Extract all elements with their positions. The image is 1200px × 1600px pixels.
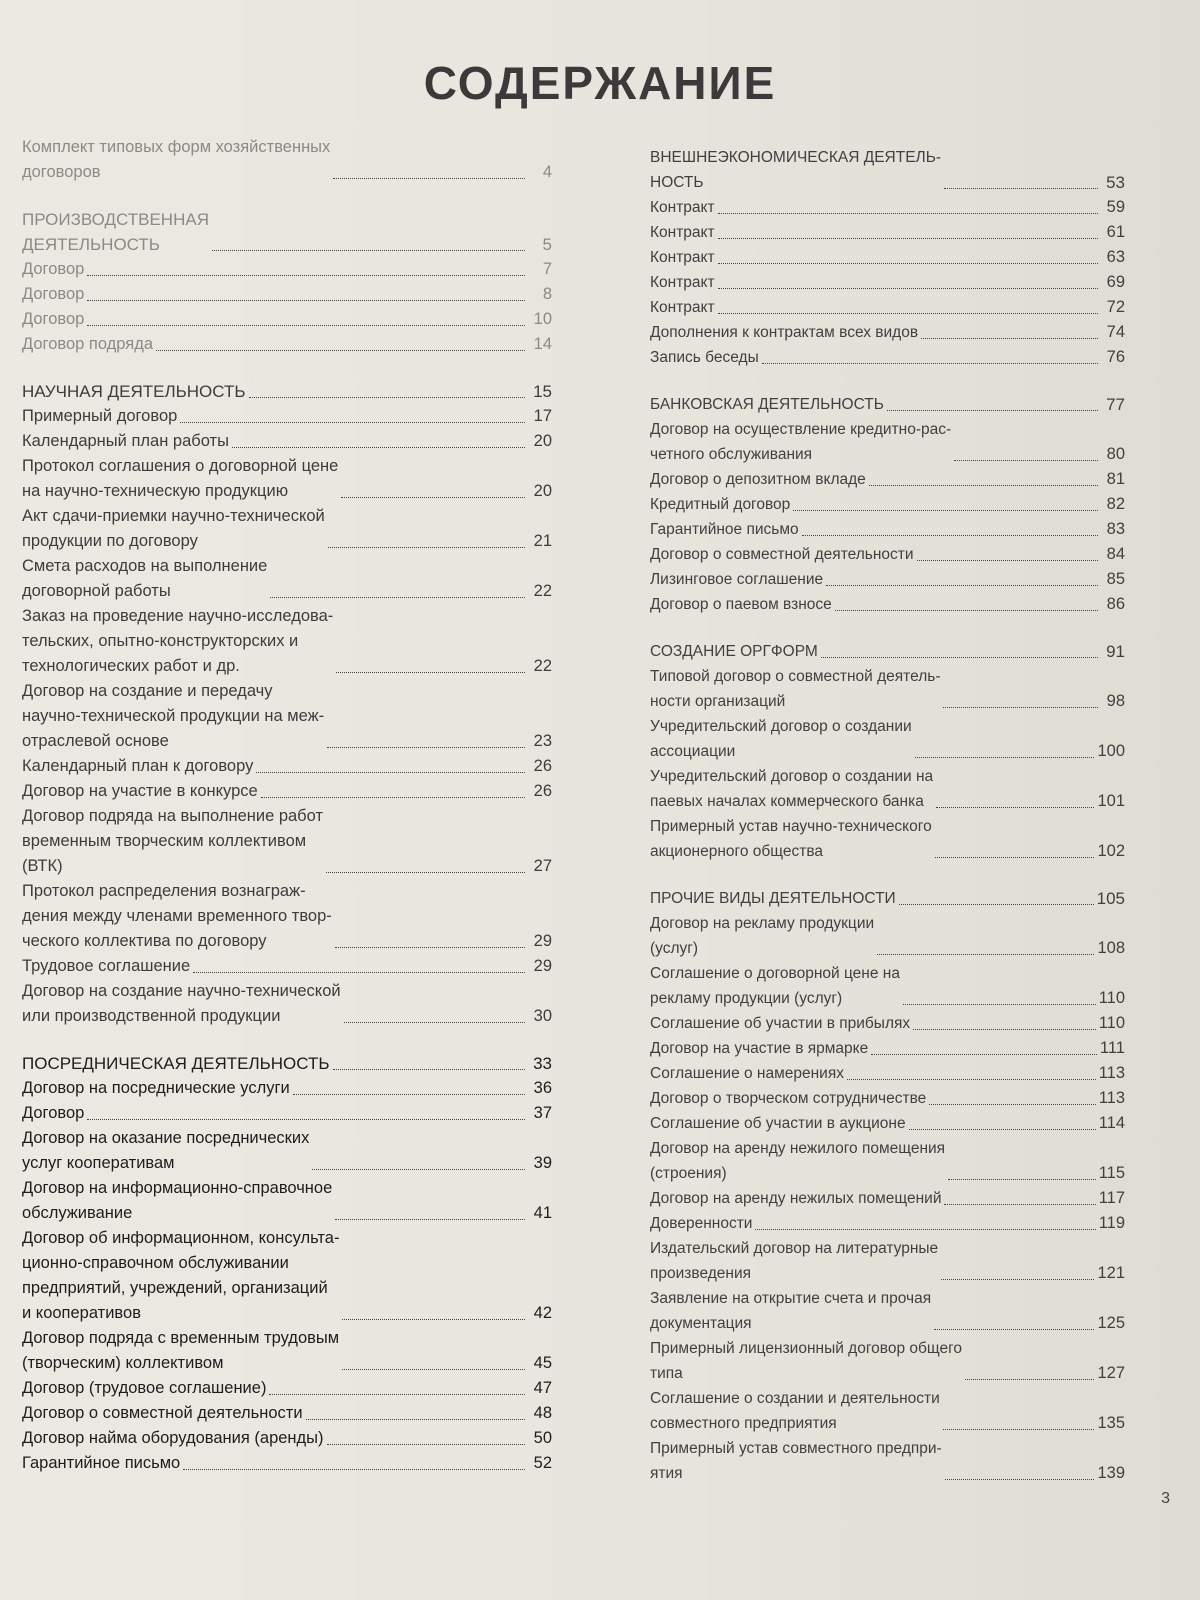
toc-page-number: 110 bbox=[1098, 989, 1125, 1007]
toc-section bbox=[650, 886, 1125, 1486]
dot-leader bbox=[342, 1319, 525, 1320]
toc-entry-title: Договор найма оборудования (аренды) bbox=[22, 1429, 324, 1447]
toc-entry-title: Соглашение о создании и деятельности совместного предприятия bbox=[650, 1390, 940, 1432]
toc-entry-title: Лизинговое соглашение bbox=[650, 571, 824, 588]
toc-entry bbox=[22, 1451, 552, 1476]
toc-entry bbox=[650, 1386, 1125, 1436]
toc-entry bbox=[22, 1326, 552, 1376]
toc-entry bbox=[650, 220, 1125, 245]
toc-entry bbox=[22, 879, 552, 954]
dot-leader bbox=[835, 610, 1098, 611]
toc-entry bbox=[650, 1036, 1125, 1061]
toc-page-number: 119 bbox=[1098, 1214, 1125, 1232]
toc-entry bbox=[650, 1111, 1125, 1136]
dot-leader bbox=[249, 397, 525, 398]
dot-leader bbox=[341, 497, 525, 498]
toc-page-number: 98 bbox=[1106, 692, 1125, 710]
toc-page-number: 74 bbox=[1106, 323, 1125, 341]
dot-leader bbox=[183, 1469, 525, 1470]
toc-page-number: 61 bbox=[1106, 223, 1125, 241]
toc-page-number: 59 bbox=[1106, 198, 1125, 216]
dot-leader bbox=[156, 350, 525, 351]
dot-leader bbox=[232, 447, 525, 448]
toc-entry bbox=[650, 195, 1125, 220]
toc-entry bbox=[22, 332, 552, 357]
toc-entry-title: Издательский договор на литературные произведения bbox=[650, 1240, 939, 1282]
toc-page-number: 22 bbox=[533, 582, 552, 600]
toc-section bbox=[22, 379, 552, 1029]
toc-page-number: 125 bbox=[1097, 1314, 1125, 1332]
toc-entry-title: Договор на создание и передачу научно-технической продукции на меж- отраслевой основе bbox=[22, 682, 325, 750]
toc-entry-title: СОЗДАНИЕ ОРГФОРМ bbox=[650, 643, 818, 660]
toc-page-number: 105 bbox=[1096, 889, 1125, 908]
dot-leader bbox=[336, 672, 525, 673]
toc-entry-title: Соглашение об участии в прибылях bbox=[650, 1015, 911, 1032]
dot-leader bbox=[903, 1004, 1096, 1005]
dot-leader bbox=[934, 1329, 1094, 1330]
dot-leader bbox=[821, 657, 1098, 658]
toc-entry-title: Соглашение о договорной цене на рекламу продукции (услуг) bbox=[650, 965, 900, 1007]
toc-page-number: 36 bbox=[533, 1079, 552, 1097]
toc-entry bbox=[22, 979, 552, 1029]
dot-leader bbox=[306, 1419, 525, 1420]
dot-leader bbox=[333, 1069, 525, 1070]
toc-page-number: 114 bbox=[1098, 1114, 1125, 1132]
dot-leader bbox=[929, 1104, 1095, 1105]
toc-page-number: 139 bbox=[1097, 1464, 1125, 1482]
toc-entry-title: Договор на осуществление кредитно-рас- четного обслуживания bbox=[650, 421, 952, 463]
dot-leader bbox=[936, 807, 1094, 808]
toc-page-number: 20 bbox=[533, 482, 552, 500]
toc-page-number: 20 bbox=[533, 432, 552, 450]
toc-page-number: 7 bbox=[542, 260, 552, 278]
toc-page-number: 10 bbox=[533, 310, 552, 328]
dot-leader bbox=[718, 263, 1098, 264]
dot-leader bbox=[326, 872, 525, 873]
toc-entry bbox=[650, 345, 1125, 370]
toc-entry bbox=[650, 320, 1125, 345]
dot-leader bbox=[965, 1379, 1094, 1380]
toc-entry-title: Договор bbox=[22, 1104, 85, 1122]
toc-entry bbox=[22, 804, 552, 879]
toc-entry bbox=[650, 1436, 1125, 1486]
toc-page-number: 127 bbox=[1097, 1364, 1125, 1382]
dot-leader bbox=[328, 547, 525, 548]
toc-entry-title: Соглашение об участии в аукционе bbox=[650, 1115, 906, 1132]
toc-page-number: 26 bbox=[533, 782, 552, 800]
toc-entry-title: Комплект типовых форм хозяйственных договоров bbox=[22, 138, 331, 181]
toc-entry bbox=[22, 135, 552, 185]
dot-leader bbox=[718, 313, 1098, 314]
dot-leader bbox=[269, 1394, 525, 1395]
toc-section-heading bbox=[22, 379, 552, 404]
toc-page-number: 113 bbox=[1098, 1064, 1125, 1082]
toc-entry-title: Типовой договор о совместной деятель- ности организаций bbox=[650, 668, 941, 710]
toc-entry bbox=[650, 567, 1125, 592]
toc-entry-title: Учредительский договор о создании ассоциации bbox=[650, 718, 912, 760]
dot-leader bbox=[943, 1429, 1095, 1430]
toc-entry-title: Договор (трудовое соглашение) bbox=[22, 1379, 267, 1397]
toc-entry bbox=[650, 1061, 1125, 1086]
dot-leader bbox=[943, 707, 1098, 708]
dot-leader bbox=[944, 1204, 1095, 1205]
toc-entry bbox=[22, 1076, 552, 1101]
toc-page-number: 86 bbox=[1106, 595, 1125, 613]
toc-entry-title: Договор на аренду нежилого помещения (строения) bbox=[650, 1140, 946, 1182]
toc-entry bbox=[650, 592, 1125, 617]
toc-entry-title: БАНКОВСКАЯ ДЕЯТЕЛЬНОСТЬ bbox=[650, 396, 884, 413]
toc-entry-title: Договор подряда на выполнение работ временным творческим коллективом (ВТК) bbox=[22, 807, 324, 875]
dot-leader bbox=[802, 535, 1098, 536]
toc-entry-title: Контракт bbox=[650, 299, 715, 316]
toc-section-heading bbox=[650, 639, 1125, 664]
toc-entry-title: Контракт bbox=[650, 199, 715, 216]
toc-page-number: 21 bbox=[533, 532, 552, 550]
toc-entry-title: Контракт bbox=[650, 224, 715, 241]
toc-entry-title: Договор на посреднические услуги bbox=[22, 1079, 290, 1097]
toc-entry-title: ПРОЧИЕ ВИДЫ ДЕЯТЕЛЬНОСТИ bbox=[650, 890, 896, 907]
toc-entry-title: Договор о совместной деятельности bbox=[22, 1404, 303, 1422]
dot-leader bbox=[941, 1279, 1094, 1280]
toc-entry-title: Контракт bbox=[650, 249, 715, 266]
toc-entry bbox=[650, 492, 1125, 517]
toc-entry bbox=[22, 1401, 552, 1426]
dot-leader bbox=[718, 288, 1098, 289]
toc-page-number: 82 bbox=[1106, 495, 1125, 513]
dot-leader bbox=[913, 1029, 1096, 1030]
dot-leader bbox=[877, 954, 1094, 955]
toc-page-number: 100 bbox=[1097, 742, 1125, 760]
toc-page-number: 113 bbox=[1098, 1089, 1125, 1107]
toc-page-number: 50 bbox=[533, 1429, 552, 1447]
toc-entry bbox=[650, 1186, 1125, 1211]
page-number: 3 bbox=[1161, 1490, 1170, 1507]
toc-page-number: 63 bbox=[1106, 248, 1125, 266]
toc-entry bbox=[650, 814, 1125, 864]
dot-leader bbox=[270, 597, 525, 598]
dot-leader bbox=[921, 338, 1098, 339]
toc-entry-title: Контракт bbox=[650, 274, 715, 291]
dot-leader bbox=[755, 1229, 1095, 1230]
toc-entry-title: Протокол соглашения о договорной цене на научно-техническую продукцию bbox=[22, 457, 339, 500]
toc-entry-title: Кредитный договор bbox=[650, 496, 791, 513]
toc-entry bbox=[22, 554, 552, 604]
toc-entry bbox=[650, 911, 1125, 961]
dot-leader bbox=[718, 238, 1098, 239]
toc-entry bbox=[22, 429, 552, 454]
dot-leader bbox=[333, 178, 525, 179]
toc-entry-title: Запись беседы bbox=[650, 349, 759, 366]
toc-entry bbox=[650, 664, 1125, 714]
toc-entry bbox=[650, 1336, 1125, 1386]
dot-leader bbox=[718, 213, 1098, 214]
dot-leader bbox=[87, 325, 525, 326]
toc-entry-title: Учредительский договор о создании на паевых началах коммерческого банка bbox=[650, 768, 934, 810]
toc-entry-title: Договор на создание научно-технической или производственной продукции bbox=[22, 982, 341, 1025]
toc-page-number: 135 bbox=[1097, 1414, 1125, 1432]
dot-leader bbox=[193, 972, 525, 973]
toc-entry-title: Договор подряда с временным трудовым (творческим) коллективом bbox=[22, 1329, 340, 1372]
toc-right-column bbox=[650, 145, 1125, 1508]
toc-page-number: 48 bbox=[533, 1404, 552, 1422]
toc-page-number: 4 bbox=[542, 163, 552, 181]
dot-leader bbox=[948, 1179, 1096, 1180]
dot-leader bbox=[954, 460, 1098, 461]
toc-section bbox=[650, 392, 1125, 617]
dot-leader bbox=[944, 188, 1098, 189]
toc-entry bbox=[22, 257, 552, 282]
toc-entry bbox=[22, 307, 552, 332]
toc-entry bbox=[650, 542, 1125, 567]
toc-entry-title: Дополнения к контрактам всех видов bbox=[650, 324, 919, 341]
toc-page-number: 102 bbox=[1097, 842, 1125, 860]
toc-entry-title: Календарный план к договору bbox=[22, 757, 254, 775]
toc-page-number: 81 bbox=[1106, 470, 1125, 488]
toc-page-number: 17 bbox=[533, 407, 552, 425]
toc-entry-title: ВНЕШНЕЭКОНОМИЧЕСКАЯ ДЕЯТЕЛЬ- НОСТЬ bbox=[650, 149, 942, 191]
dot-leader bbox=[945, 1479, 1095, 1480]
toc-entry-title: Примерный договор bbox=[22, 407, 178, 425]
toc-entry bbox=[650, 1286, 1125, 1336]
toc-entry-title: Акт сдачи-приемки научно-технической продукции по договору bbox=[22, 507, 325, 550]
toc-section bbox=[22, 135, 552, 185]
toc-entry-title: Соглашение о намерениях bbox=[650, 1065, 844, 1082]
toc-entry bbox=[650, 517, 1125, 542]
toc-entry-title: Договор о совместной деятельности bbox=[650, 546, 914, 563]
toc-page-number: 47 bbox=[533, 1379, 552, 1397]
toc-entry bbox=[22, 504, 552, 554]
toc-entry bbox=[650, 270, 1125, 295]
toc-page-number: 117 bbox=[1098, 1189, 1125, 1207]
dot-leader bbox=[87, 275, 525, 276]
dot-leader bbox=[915, 757, 1095, 758]
dot-leader bbox=[935, 857, 1095, 858]
toc-entry-title: Договор на аренду нежилых помещений bbox=[650, 1190, 942, 1207]
toc-entry bbox=[22, 1226, 552, 1326]
toc-entry bbox=[22, 1176, 552, 1226]
toc-page-number: 53 bbox=[1106, 173, 1125, 192]
toc-entry-title: Договор на информационно-справочное обслуживание bbox=[22, 1179, 333, 1222]
toc-entry-title: Календарный план работы bbox=[22, 432, 229, 450]
toc-section bbox=[650, 639, 1125, 864]
toc-entry bbox=[650, 1086, 1125, 1111]
dot-leader bbox=[87, 1119, 525, 1120]
toc-entry-title: Договор на участие в конкурсе bbox=[22, 782, 258, 800]
toc-page-number: 42 bbox=[533, 1304, 552, 1322]
toc-entry bbox=[22, 1126, 552, 1176]
toc-entry bbox=[22, 779, 552, 804]
toc-page-number: 27 bbox=[533, 857, 552, 875]
toc-page-number: 72 bbox=[1106, 298, 1125, 316]
toc-entry-title: Протокол распределения вознаграж- дения между членами временного твор- ческого коллектива по договору bbox=[22, 882, 332, 950]
toc-entry bbox=[22, 679, 552, 754]
toc-entry bbox=[650, 1011, 1125, 1036]
dot-leader bbox=[871, 1054, 1097, 1055]
dot-leader bbox=[909, 1129, 1096, 1130]
toc-entry-title: Примерный устав научно-технического акционерного общества bbox=[650, 818, 932, 860]
toc-page-number: 30 bbox=[533, 1007, 552, 1025]
toc-page-number: 76 bbox=[1106, 348, 1125, 366]
toc-entry bbox=[22, 404, 552, 429]
toc-entry-title: Трудовое соглашение bbox=[22, 957, 191, 975]
toc-entry-title: Договор bbox=[22, 260, 85, 278]
dot-leader bbox=[826, 585, 1098, 586]
toc-page-number: 33 bbox=[533, 1054, 552, 1073]
toc-entry-title: Заказ на проведение научно-исследова- тельских, опытно-конструкторских и технологических работ и др. bbox=[22, 607, 334, 675]
toc-page-number: 77 bbox=[1106, 395, 1125, 414]
dot-leader bbox=[344, 1022, 525, 1023]
toc-entry-title: ПРОИЗВОДСТВЕННАЯ ДЕЯТЕЛЬНОСТЬ bbox=[22, 210, 209, 254]
dot-leader bbox=[212, 250, 525, 251]
toc-entry bbox=[22, 282, 552, 307]
toc-page-number: 84 bbox=[1106, 545, 1125, 563]
dot-leader bbox=[887, 410, 1098, 411]
dot-leader bbox=[180, 422, 525, 423]
toc-page-number: 111 bbox=[1099, 1039, 1125, 1057]
dot-leader bbox=[327, 1444, 525, 1445]
toc-page-number: 45 bbox=[533, 1354, 552, 1372]
toc-page-number: 22 bbox=[533, 657, 552, 675]
toc-entry bbox=[22, 1101, 552, 1126]
toc-entry-title: ПОСРЕДНИЧЕСКАЯ ДЕЯТЕЛЬНОСТЬ bbox=[22, 1054, 330, 1073]
toc-entry bbox=[650, 764, 1125, 814]
toc-page-number: 69 bbox=[1106, 273, 1125, 291]
toc-page-number: 29 bbox=[533, 932, 552, 950]
dot-leader bbox=[762, 363, 1098, 364]
toc-entry bbox=[22, 454, 552, 504]
toc-entry bbox=[650, 1236, 1125, 1286]
toc-entry-title: Примерный лицензионный договор общего типа bbox=[650, 1340, 963, 1382]
toc-page-number: 26 bbox=[533, 757, 552, 775]
toc-entry-title: Гарантийное письмо bbox=[650, 521, 799, 538]
toc-entry bbox=[650, 295, 1125, 320]
toc-entry bbox=[650, 714, 1125, 764]
toc-entry-title: Договор на оказание посреднических услуг кооперативам bbox=[22, 1129, 310, 1172]
toc-entry bbox=[650, 1136, 1125, 1186]
toc-section-heading bbox=[22, 1051, 552, 1076]
toc-entry bbox=[22, 1426, 552, 1451]
dot-leader bbox=[917, 560, 1098, 561]
dot-leader bbox=[793, 510, 1098, 511]
toc-entry-title: Доверенности bbox=[650, 1215, 753, 1232]
toc-entry-title: Заявление на открытие счета и прочая документация bbox=[650, 1290, 932, 1332]
toc-left-column bbox=[22, 135, 552, 1498]
toc-section-heading bbox=[650, 145, 1125, 195]
toc-entry-title: Договор о депозитном вкладе bbox=[650, 471, 866, 488]
toc-page-number: 91 bbox=[1106, 642, 1125, 661]
toc-page-number: 37 bbox=[533, 1104, 552, 1122]
toc-entry bbox=[650, 467, 1125, 492]
dot-leader bbox=[256, 772, 525, 773]
toc-page-number: 5 bbox=[542, 235, 552, 254]
toc-page-number: 115 bbox=[1098, 1164, 1125, 1182]
dot-leader bbox=[335, 1219, 525, 1220]
toc-section bbox=[650, 145, 1125, 370]
toc-section-heading bbox=[22, 207, 552, 257]
toc-page-number: 41 bbox=[533, 1204, 552, 1222]
dot-leader bbox=[847, 1079, 1096, 1080]
toc-entry bbox=[650, 1211, 1125, 1236]
toc-page-number: 29 bbox=[533, 957, 552, 975]
toc-entry bbox=[22, 604, 552, 679]
toc-entry-title: Договор об информационном, консульта- ционно-справочном обслуживании предприятий, учреждений, организаций и кооперативов bbox=[22, 1229, 340, 1322]
dot-leader bbox=[335, 947, 525, 948]
dot-leader bbox=[312, 1169, 525, 1170]
toc-entry bbox=[22, 954, 552, 979]
toc-entry-title: Договор о творческом сотрудничестве bbox=[650, 1090, 927, 1107]
toc-entry-title: НАУЧНАЯ ДЕЯТЕЛЬНОСТЬ bbox=[22, 382, 246, 401]
toc-entry bbox=[650, 245, 1125, 270]
toc-entry-title: Договор на рекламу продукции (услуг) bbox=[650, 915, 875, 957]
toc-entry-title: Договор bbox=[22, 310, 85, 328]
toc-section-heading bbox=[650, 392, 1125, 417]
toc-entry bbox=[650, 961, 1125, 1011]
toc-page-number: 39 bbox=[533, 1154, 552, 1172]
toc-section-heading bbox=[650, 886, 1125, 911]
toc-section bbox=[22, 207, 552, 357]
toc-entry bbox=[22, 1376, 552, 1401]
dot-leader bbox=[293, 1094, 525, 1095]
toc-entry bbox=[650, 417, 1125, 467]
dot-leader bbox=[87, 300, 525, 301]
toc-entry bbox=[22, 754, 552, 779]
toc-page-number: 83 bbox=[1106, 520, 1125, 538]
page-title: СОДЕРЖАНИЕ bbox=[423, 57, 777, 109]
toc-page-number: 121 bbox=[1097, 1264, 1125, 1282]
toc-page-number: 14 bbox=[533, 335, 552, 353]
toc-page-number: 15 bbox=[533, 382, 552, 401]
toc-section bbox=[22, 1051, 552, 1476]
toc-entry-title: Договор о паевом взносе bbox=[650, 596, 832, 613]
toc-entry-title: Договор подряда bbox=[22, 335, 153, 353]
toc-entry-title: Примерный устав совместного предпри- ятия bbox=[650, 1440, 942, 1482]
dot-leader bbox=[327, 747, 525, 748]
toc-page-number: 8 bbox=[542, 285, 552, 303]
toc-page-number: 110 bbox=[1098, 1014, 1125, 1032]
dot-leader bbox=[899, 904, 1094, 905]
dot-leader bbox=[342, 1369, 525, 1370]
toc-entry-title: Договор bbox=[22, 285, 85, 303]
dot-leader bbox=[261, 797, 525, 798]
toc-page-number: 80 bbox=[1106, 445, 1125, 463]
toc-page-number: 23 bbox=[533, 732, 552, 750]
toc-entry-title: Смета расходов на выполнение договорной работы bbox=[22, 557, 268, 600]
toc-page-number: 101 bbox=[1097, 792, 1125, 810]
toc-page-number: 108 bbox=[1097, 939, 1125, 957]
dot-leader bbox=[869, 485, 1098, 486]
toc-entry-title: Договор на участие в ярмарке bbox=[650, 1040, 869, 1057]
toc-page-number: 85 bbox=[1106, 570, 1125, 588]
toc-entry-title: Гарантийное письмо bbox=[22, 1454, 181, 1472]
toc-page-number: 52 bbox=[533, 1454, 552, 1472]
